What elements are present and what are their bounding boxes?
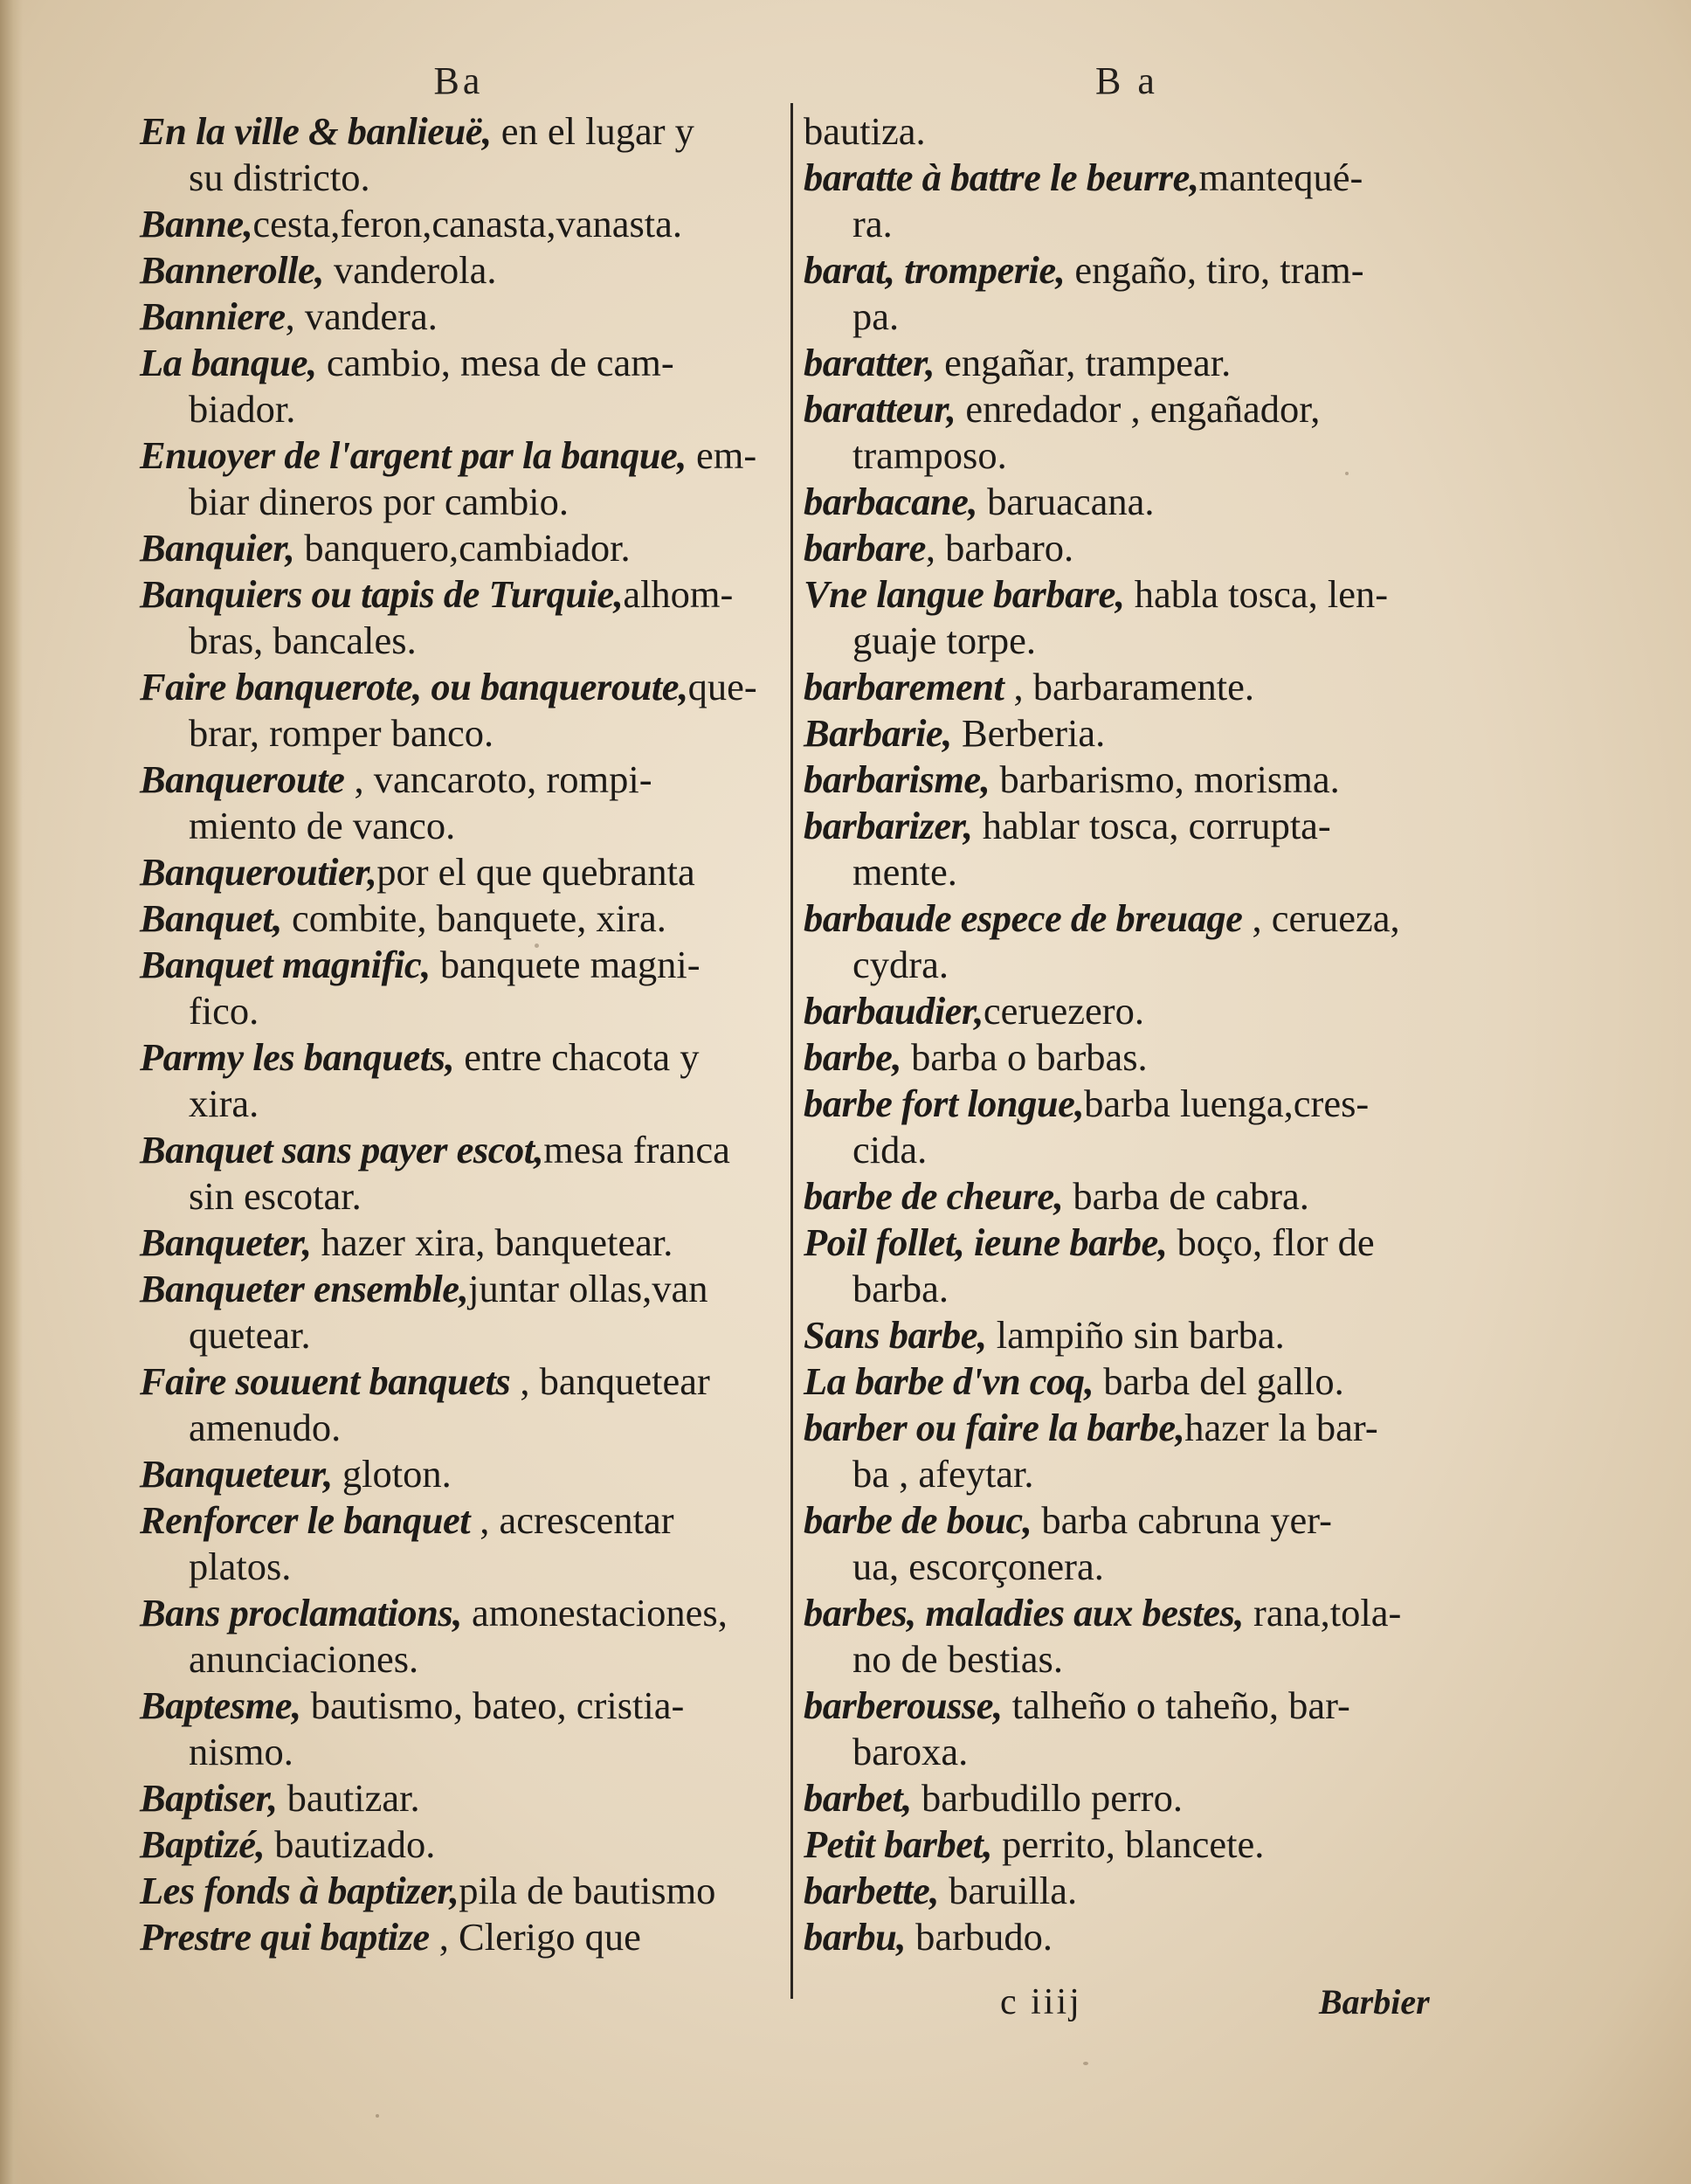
- entry-headword: Petit barbet,: [804, 1822, 992, 1866]
- entry-translation: , banquetear: [510, 1359, 710, 1403]
- entry-translation: boço, flor de: [1167, 1220, 1375, 1264]
- entry-translation: amonestaciones,: [461, 1591, 728, 1635]
- entry-translation: bautizado.: [265, 1822, 436, 1866]
- right-column: [804, 54, 1450, 1960]
- entry-headword: barbaudier,: [804, 989, 984, 1033]
- entry-headword: barber ou faire la barbe,: [804, 1406, 1185, 1449]
- entry-continuation: sin escotar.: [189, 1174, 362, 1218]
- entry-headword: barbette,: [804, 1869, 939, 1912]
- entry-headword: En la ville & banlieuë,: [140, 109, 492, 153]
- dictionary-entry: [804, 571, 1450, 664]
- dictionary-entry: [804, 1312, 1450, 1358]
- entry-translation: baruacana.: [977, 480, 1155, 523]
- entry-translation: por el que quebranta: [376, 850, 695, 894]
- entry-translation: bautismo, bateo, cristia-: [300, 1683, 685, 1727]
- signature-mark: c iiij: [1000, 1982, 1082, 2022]
- entry-translation: cesta,feron,canasta,vanasta.: [252, 202, 683, 245]
- entry-headword: barbe de bouc,: [804, 1498, 1032, 1542]
- entry-translation: , vancaroto, rompi-: [344, 757, 652, 801]
- dictionary-entry: [140, 571, 777, 664]
- entry-headword: baratter,: [804, 341, 935, 384]
- dictionary-entry: [804, 803, 1450, 895]
- entry-headword: Banqueter,: [140, 1220, 312, 1264]
- dictionary-entry: [804, 340, 1450, 386]
- dictionary-entry: [804, 757, 1450, 803]
- entry-headword: Baptiser,: [140, 1776, 278, 1820]
- entry-headword: Poil follet, ieune barbe,: [804, 1220, 1168, 1264]
- entry-continuation: ra.: [852, 202, 893, 245]
- entry-headword: Baptizé,: [140, 1822, 266, 1866]
- paper-speck: [535, 943, 539, 948]
- page-edge-shadow: [0, 0, 23, 2184]
- entry-headword: barbacane,: [804, 480, 977, 523]
- entry-headword: Baptesme,: [140, 1683, 301, 1727]
- paper-speck: [1345, 472, 1349, 475]
- entry-headword: Les fonds à baptizer,: [140, 1869, 459, 1912]
- entry-headword: Parmy les banquets,: [140, 1035, 455, 1079]
- dictionary-entry: [804, 1821, 1450, 1868]
- entry-translation: em-: [686, 433, 757, 477]
- entry-headword: Banquet magnific,: [140, 943, 431, 986]
- entry-translation: , barbaramente.: [1004, 665, 1254, 708]
- entry-headword: Renforcer le banquet: [140, 1498, 471, 1542]
- entry-continuation: biar dineros por cambio.: [189, 480, 569, 523]
- entry-translation: cambio, mesa de cam-: [316, 341, 674, 384]
- entry-continuation: guaje torpe.: [852, 619, 1037, 662]
- entry-continuation: xira.: [189, 1082, 259, 1125]
- entry-headword: baratte à battre le beurre,: [804, 156, 1199, 199]
- dictionary-entry: [804, 895, 1450, 988]
- left-running-header: Ba: [433, 59, 484, 102]
- entry-continuation: amenudo.: [189, 1406, 342, 1449]
- entry-translation: barba o barbas.: [901, 1035, 1148, 1079]
- entry-continuation: barba.: [852, 1267, 949, 1310]
- paper-speck: [376, 2114, 379, 2118]
- entry-continuation: miento de vanco.: [189, 804, 456, 847]
- dictionary-entry: [140, 1451, 777, 1497]
- dictionary-entry: [804, 1034, 1450, 1081]
- column-divider-rule: [790, 103, 793, 1999]
- dictionary-entry: [804, 1590, 1450, 1683]
- entry-headword: barberousse,: [804, 1683, 1003, 1727]
- dictionary-entry: [140, 1775, 777, 1821]
- dictionary-entry: [804, 386, 1450, 479]
- entry-headword: barbet,: [804, 1776, 912, 1820]
- dictionary-entry: [140, 1683, 777, 1775]
- entry-continuation: quetear.: [189, 1313, 311, 1357]
- entry-headword: Sans barbe,: [804, 1313, 987, 1357]
- dictionary-entry: [140, 757, 777, 849]
- dictionary-entry: [804, 710, 1450, 757]
- entry-headword: Faire banquerote, ou banqueroute,: [140, 665, 688, 708]
- entry-continuation: cida.: [852, 1128, 928, 1171]
- dictionary-entry: [804, 1775, 1450, 1821]
- entry-headword: Banquet,: [140, 896, 282, 940]
- dictionary-entry: [140, 1220, 777, 1266]
- entry-translation: enredador , engañador,: [956, 387, 1321, 431]
- entry-headword: La banque,: [140, 341, 317, 384]
- entry-translation: , vandera.: [285, 294, 438, 338]
- dictionary-entry: [140, 108, 777, 201]
- dictionary-entry: [140, 1266, 777, 1358]
- entry-headword: Barbarie,: [804, 711, 952, 755]
- entry-translation: Berberia.: [951, 711, 1106, 755]
- dictionary-entry: [140, 340, 777, 432]
- entry-translation: vanderola.: [323, 248, 497, 292]
- dictionary-entry: [804, 108, 1450, 155]
- entry-headword: Faire souuent banquets: [140, 1359, 511, 1403]
- entry-translation: hazer xira, banquetear.: [311, 1220, 673, 1264]
- entry-continuation: bras, bancales.: [189, 619, 417, 662]
- dictionary-entry: [804, 1405, 1450, 1497]
- entry-headword: barbe,: [804, 1035, 901, 1079]
- dictionary-entry: [140, 1590, 777, 1683]
- entry-headword: barbu,: [804, 1915, 906, 1959]
- entry-translation: en el lugar y: [491, 109, 694, 153]
- entry-headword: Banquier,: [140, 526, 295, 570]
- entry-translation: ceruezero.: [983, 989, 1144, 1033]
- entry-translation: gloton.: [332, 1452, 452, 1496]
- dictionary-entry: [804, 1868, 1450, 1914]
- entry-translation: baruilla.: [938, 1869, 1078, 1912]
- entry-translation: , barbaro.: [925, 526, 1074, 570]
- paper-speck: [1083, 2062, 1088, 2065]
- entry-translation: combite, banquete, xira.: [281, 896, 666, 940]
- entry-headword: Banniere: [140, 294, 286, 338]
- dictionary-entry: [804, 247, 1450, 340]
- entry-headword: La barbe d'vn coq,: [804, 1359, 1094, 1403]
- entry-translation: banquete magni-: [430, 943, 701, 986]
- catchword: Barbier: [1319, 1982, 1430, 2022]
- dictionary-entry: [804, 1683, 1450, 1775]
- dictionary-entry: [140, 1127, 777, 1220]
- dictionary-entry: [804, 479, 1450, 525]
- entry-translation: que-: [687, 665, 757, 708]
- entry-headword: barbarement: [804, 665, 1004, 708]
- entry-headword: Banquiers ou tapis de Turquie,: [140, 572, 624, 616]
- dictionary-entry: [140, 1497, 777, 1590]
- entry-continuation: pa.: [852, 294, 900, 338]
- entry-translation: mantequé-: [1198, 156, 1363, 199]
- entry-continuation: su districto.: [189, 156, 370, 199]
- entry-headword: Banqueroutier,: [140, 850, 377, 894]
- dictionary-entry: [140, 1821, 777, 1868]
- dictionary-entry: [804, 155, 1450, 247]
- entry-translation: barbudo.: [905, 1915, 1053, 1959]
- entry-headword: Banqueteur,: [140, 1452, 333, 1496]
- entry-continuation: tramposo.: [852, 433, 1007, 477]
- dictionary-entry: [804, 1220, 1450, 1312]
- entry-continuation: baroxa.: [852, 1730, 969, 1773]
- entry-translation: barbarismo, morisma.: [990, 757, 1340, 801]
- entry-headword: barbaude espece de breuage: [804, 896, 1243, 940]
- entry-translation: engañar, trampear.: [935, 341, 1232, 384]
- entry-translation: , cerueza,: [1242, 896, 1400, 940]
- dictionary-entry: [140, 432, 777, 525]
- dictionary-entry: [140, 664, 777, 757]
- dictionary-entry: [804, 1358, 1450, 1405]
- entry-headword: Vne langue barbare,: [804, 572, 1125, 616]
- dictionary-entry: [140, 942, 777, 1034]
- entry-headword: Bans proclamations,: [140, 1591, 462, 1635]
- entry-translation: barba del gallo.: [1094, 1359, 1344, 1403]
- entry-headword: Banqueroute: [140, 757, 345, 801]
- entry-headword: Enuoyer de l'argent par la banque,: [140, 433, 687, 477]
- dictionary-entry: [140, 294, 777, 340]
- entry-translation: barba de cabra.: [1063, 1174, 1309, 1218]
- dictionary-entry: [140, 201, 777, 247]
- entry-translation: bautizar.: [277, 1776, 420, 1820]
- entry-translation: talheño o taheño, bar-: [1002, 1683, 1350, 1727]
- dictionary-entry: [140, 1034, 777, 1127]
- dictionary-entry: [140, 1358, 777, 1451]
- entry-continuation: mente.: [852, 850, 957, 894]
- entry-continuation: ba , afeytar.: [852, 1452, 1034, 1496]
- entry-translation: engaño, tiro, tram-: [1065, 248, 1364, 292]
- entry-headword: baratteur,: [804, 387, 956, 431]
- entry-headword: barbarizer,: [804, 804, 973, 847]
- dictionary-entry: [804, 525, 1450, 571]
- dictionary-entry: [140, 525, 777, 571]
- left-entry-list: [140, 108, 777, 1960]
- entry-translation: bautiza.: [804, 109, 926, 153]
- entry-translation: rana,tola-: [1243, 1591, 1402, 1635]
- entry-continuation: brar, romper banco.: [189, 711, 494, 755]
- right-running-header: B a: [1095, 59, 1158, 102]
- entry-translation: barbudillo perro.: [911, 1776, 1183, 1820]
- dictionary-entry: [140, 1868, 777, 1914]
- entry-continuation: cydra.: [852, 943, 949, 986]
- entry-continuation: biador.: [189, 387, 296, 431]
- entry-translation: perrito, blancete.: [991, 1822, 1265, 1866]
- dictionary-entry: [140, 849, 777, 895]
- entry-headword: barat, tromperie,: [804, 248, 1066, 292]
- entry-translation: alhom-: [623, 572, 734, 616]
- entry-headword: Prestre qui baptize: [140, 1915, 430, 1959]
- entry-headword: Banne,: [140, 202, 253, 245]
- entry-headword: barbare: [804, 526, 926, 570]
- entry-translation: barba cabruna yer-: [1032, 1498, 1332, 1542]
- entry-translation: , acrescentar: [470, 1498, 674, 1542]
- entry-headword: Banqueter ensemble,: [140, 1267, 469, 1310]
- left-column: [140, 54, 777, 1960]
- entry-headword: Bannerolle,: [140, 248, 324, 292]
- dictionary-entry: [140, 895, 777, 942]
- dictionary-entry: [804, 1497, 1450, 1590]
- entry-translation: banquero,cambiador.: [294, 526, 631, 570]
- entry-headword: Banquet sans payer escot,: [140, 1128, 544, 1171]
- dictionary-entry: [804, 1173, 1450, 1220]
- dictionary-entry: [804, 988, 1450, 1034]
- entry-continuation: no de bestias.: [852, 1637, 1063, 1681]
- dictionary-entry: [140, 1914, 777, 1960]
- entry-headword: barbe fort longue,: [804, 1082, 1085, 1125]
- entry-translation: hablar tosca, corrupta-: [972, 804, 1331, 847]
- entry-headword: barbarisme,: [804, 757, 990, 801]
- entry-translation: , Clerigo que: [429, 1915, 641, 1959]
- entry-continuation: ua, escorçonera.: [852, 1545, 1104, 1588]
- dictionary-entry: [140, 247, 777, 294]
- right-entry-list: [804, 108, 1450, 1960]
- entry-continuation: platos.: [189, 1545, 292, 1588]
- entry-continuation: nismo.: [189, 1730, 293, 1773]
- entry-translation: mesa franca: [543, 1128, 730, 1171]
- dictionary-entry: [804, 1914, 1450, 1960]
- entry-translation: pila de bautismo: [459, 1869, 716, 1912]
- dictionary-entry: [804, 664, 1450, 710]
- entry-translation: entre chacota y: [454, 1035, 700, 1079]
- entry-translation: lampiño sin barba.: [986, 1313, 1285, 1357]
- entry-translation: hazer la bar-: [1184, 1406, 1378, 1449]
- entry-translation: juntar ollas,van: [468, 1267, 708, 1310]
- entry-translation: habla tosca, len-: [1124, 572, 1389, 616]
- dictionary-entry: [804, 1081, 1450, 1173]
- entry-translation: barba luenga,cres-: [1084, 1082, 1370, 1125]
- entry-headword: barbes, maladies aux bestes,: [804, 1591, 1244, 1635]
- entry-headword: barbe de cheure,: [804, 1174, 1064, 1218]
- entry-continuation: anunciaciones.: [189, 1637, 419, 1681]
- entry-continuation: fico.: [189, 989, 259, 1033]
